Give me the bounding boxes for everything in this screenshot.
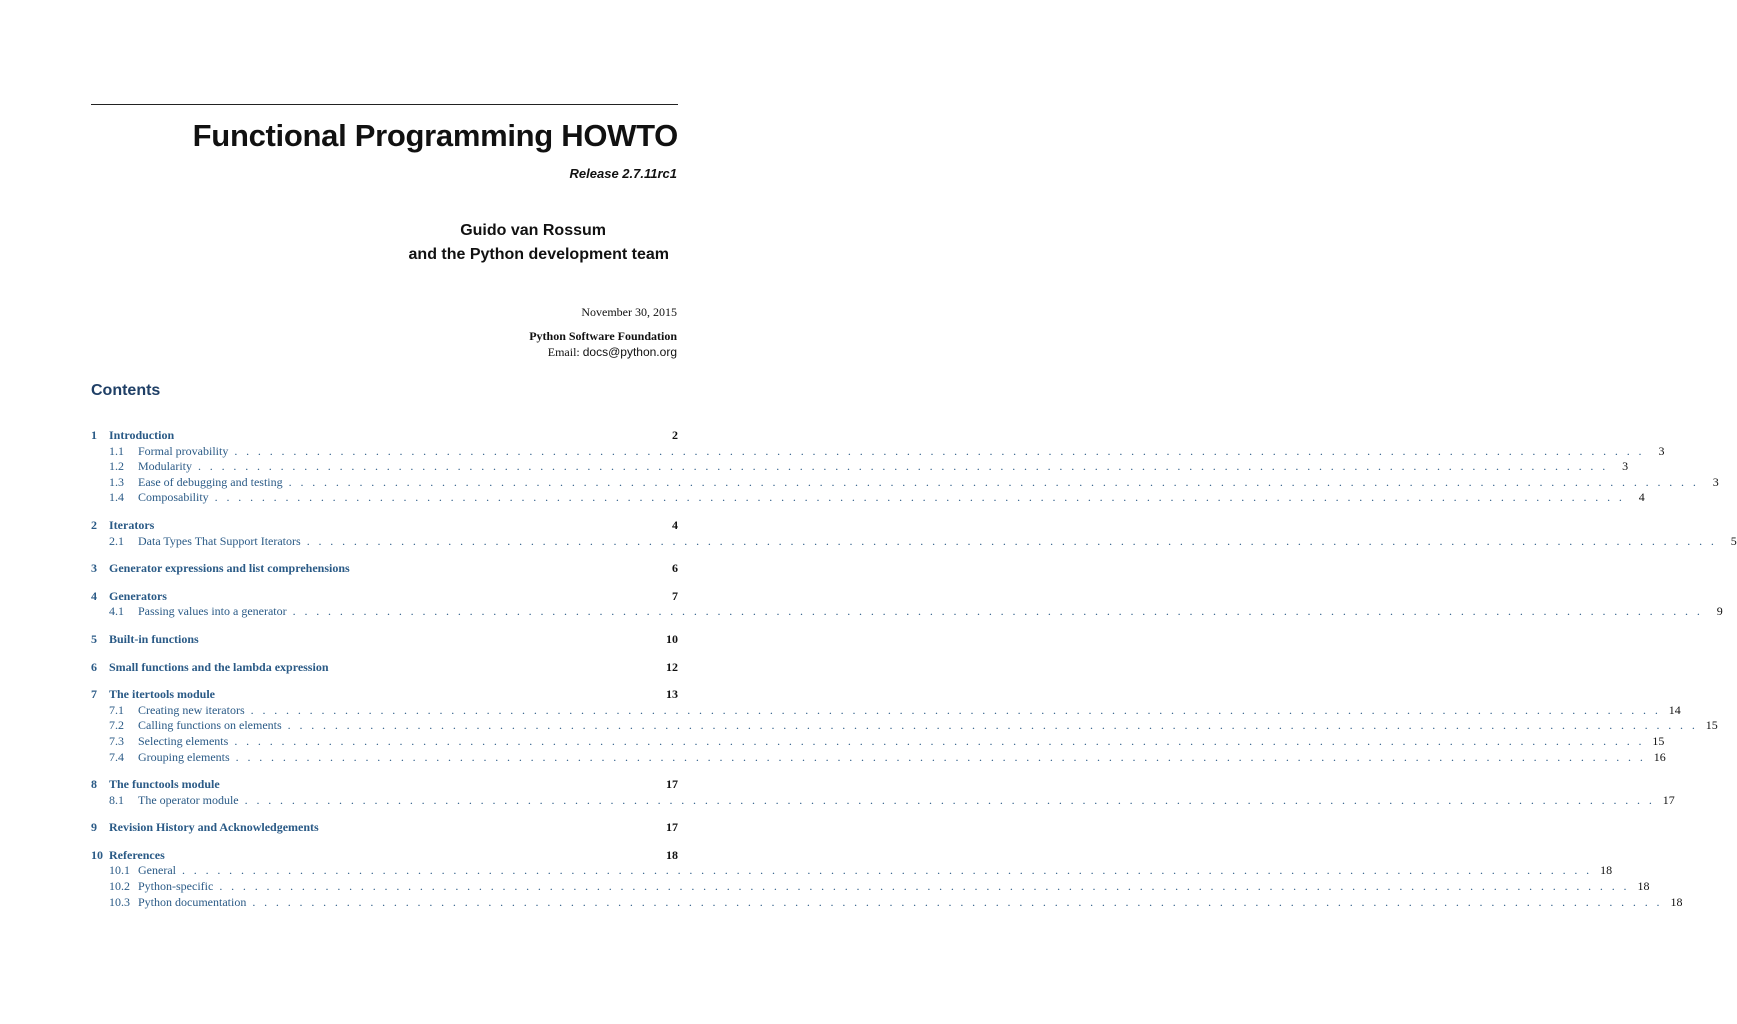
toc-entry-label[interactable]: The itertools module	[109, 687, 215, 702]
toc-entry-page[interactable]: 2	[672, 428, 678, 442]
toc-subentry-page[interactable]: 3	[1658, 443, 1665, 458]
toc-leader-dots: . . . . . . . . . . . . . . . . . . . . . . . . . . . . . . . . . . . . . . . . . . . . . . . . . . . . . . . . . . . . . . . . . . . . . . . . . . . . . . . . . . . . . . . . . . . . . . . . . . . . . . . . . . . . . . . . . . . . . . . .	[244, 792, 1655, 807]
toc-entry-label[interactable]: Iterators	[109, 517, 155, 532]
email-address[interactable]: docs@python.org	[582, 345, 677, 359]
author-line-2: and the Python development team	[408, 246, 669, 263]
toc-entry[interactable]	[91, 660, 678, 676]
toc-subentry-label[interactable]: Creating new iterators	[138, 702, 245, 717]
toc-entry-page[interactable]: 4	[672, 517, 678, 532]
toc-leader-dots: . . . . . . . . . . . . . . . . . . . . . . . . . . . . . . . . . . . . . . . . . . . . . . . . . . . . . . . . . . . . . . . . . . . . . . . . . . . . . . . . . . . . . . . . . . . . . . . . . . . . . . . . . . . . . . . . . . . . . . . .	[292, 604, 1703, 619]
toc-subentry-page[interactable]: 3	[1712, 474, 1719, 489]
toc-entry[interactable]	[91, 777, 678, 793]
toc-entry-page[interactable]: 12	[666, 659, 678, 674]
toc-subentry-page[interactable]: 15	[1705, 718, 1718, 733]
toc-section	[91, 820, 678, 836]
toc-section	[91, 660, 678, 676]
toc-entry-page[interactable]: 17	[666, 820, 678, 835]
toc-subentry-page[interactable]: 17	[1662, 792, 1675, 807]
toc-subentry-page[interactable]: 16	[1653, 749, 1666, 764]
toc-entry-page[interactable]: 6	[672, 561, 678, 576]
toc-subentry-page[interactable]: 18	[1637, 879, 1650, 894]
toc-subentry[interactable]	[91, 792, 1675, 809]
toc-entry-label[interactable]: Introduction	[109, 428, 175, 442]
toc-entry-page[interactable]: 17	[666, 777, 678, 792]
toc-subentry-number: 7.1	[109, 702, 124, 717]
toc-subentry-page[interactable]: 18	[1600, 863, 1613, 878]
toc-subentry-number: 7.2	[109, 718, 124, 733]
toc-subentry-page[interactable]: 3	[1622, 459, 1629, 474]
toc-subentry-label[interactable]: Python documentation	[138, 894, 247, 909]
toc-subentry-page[interactable]: 15	[1652, 733, 1665, 748]
toc-entry-number: 1	[91, 428, 97, 442]
toc-entry-number: 8	[91, 777, 97, 792]
toc-subentry-label[interactable]: Grouping elements	[138, 749, 230, 764]
toc-subentry-number: 4.1	[109, 604, 124, 619]
toc-entry[interactable]	[91, 589, 678, 605]
toc-subentry[interactable]	[91, 474, 1719, 491]
toc-section	[91, 687, 1718, 765]
toc-subentry[interactable]	[91, 879, 1650, 895]
toc-subentry-number: 7.4	[109, 749, 124, 764]
toc-subentry-page[interactable]: 14	[1668, 702, 1681, 717]
toc-entry-label[interactable]: Small functions and the lambda expression	[109, 659, 329, 674]
toc-entry[interactable]	[91, 848, 678, 864]
toc-entry-label[interactable]: Built-in functions	[109, 631, 199, 646]
toc-subentry-label[interactable]: Calling functions on elements	[138, 718, 282, 733]
toc-subentry[interactable]	[91, 749, 1666, 766]
toc-subentry-page[interactable]: 5	[1730, 533, 1737, 548]
contents-heading: Contents	[91, 382, 161, 399]
toc-leader-dots: . . . . . . . . . . . . . . . . . . . . . . . . . . . . . . . . . . . . . . . . . . . . . . . . . . . . . . . . . . . . . . . . . . . . . . . . . . . . . . . . . . . . . . . . . . . . . . . . . . . . . . . . . . . . . . . . . . . . . . . .	[214, 490, 1625, 505]
toc-subentry-label[interactable]: Selecting elements	[138, 733, 229, 748]
toc-subentry-page[interactable]: 18	[1670, 894, 1683, 909]
toc-entry-number: 6	[91, 659, 97, 674]
toc-subentry-number: 2.1	[109, 533, 124, 548]
toc-subentry-page[interactable]: 9	[1716, 604, 1723, 619]
toc-leader-dots: . . . . . . . . . . . . . . . . . . . . . . . . . . . . . . . . . . . . . . . . . . . . . . . . . . . . . . . . . . . . . . . . . . . . . . . . . . . . . . . . . . . . . . . . . . . . . . . . . . . . . . . . . . . . . . . . . . . . . . . .	[288, 474, 1699, 489]
toc-entry[interactable]	[91, 561, 678, 577]
toc-section	[91, 517, 1737, 549]
toc-section	[91, 428, 1719, 506]
toc-subentry-number: 1.2	[109, 459, 124, 474]
toc-section	[91, 777, 1675, 808]
toc-entry-number: 4	[91, 588, 97, 603]
toc-subentry[interactable]	[91, 459, 1629, 475]
toc-subentry-label[interactable]: Modularity	[138, 459, 192, 474]
toc-entry-label[interactable]: References	[109, 847, 165, 862]
toc-entry[interactable]	[91, 820, 678, 836]
toc-subentry[interactable]	[91, 533, 1737, 550]
toc-entry-page[interactable]: 10	[666, 631, 678, 646]
toc-subentry-number: 1.1	[109, 443, 124, 458]
toc-subentry-label[interactable]: The operator module	[138, 792, 239, 807]
toc-entry-number: 9	[91, 820, 97, 835]
toc-subentry[interactable]	[91, 894, 1683, 911]
toc-subentry-label[interactable]: Composability	[138, 490, 209, 505]
toc-subentry[interactable]	[91, 443, 1665, 460]
toc-leader-dots: . . . . . . . . . . . . . . . . . . . . . . . . . . . . . . . . . . . . . . . . . . . . . . . . . . . . . . . . . . . . . . . . . . . . . . . . . . . . . . . . . . . . . . . . . . . . . . . . . . . . . . . . . . . . . . . . . . . . . . . .	[250, 702, 1661, 717]
toc-subentry-label[interactable]: Ease of debugging and testing	[138, 474, 283, 489]
toc-section	[91, 847, 1683, 910]
toc-entry-number: 10	[91, 847, 103, 862]
document-title: Functional Programming HOWTO	[192, 118, 678, 153]
toc-entry-page[interactable]: 18	[666, 847, 678, 862]
toc-entry-label[interactable]: Revision History and Acknowledgements	[109, 820, 319, 835]
toc-subentry[interactable]	[91, 718, 1718, 734]
toc-leader-dots: . . . . . . . . . . . . . . . . . . . . . . . . . . . . . . . . . . . . . . . . . . . . . . . . . . . . . . . . . . . . . . . . . . . . . . . . . . . . . . . . . . . . . . . . . . . . . . . . . . . . . . . . . . . . . . . . . . . . . . . .	[234, 733, 1645, 748]
email-line	[548, 345, 677, 360]
toc-subentry-page[interactable]: 4	[1638, 490, 1645, 505]
toc-subentry-number: 10.1	[109, 863, 130, 878]
toc-entry[interactable]	[91, 632, 678, 648]
toc-subentry-label[interactable]: General	[138, 863, 176, 878]
toc-subentry-number: 1.3	[109, 474, 124, 489]
toc-subentry-label[interactable]: Data Types That Support Iterators	[138, 533, 301, 548]
toc-leader-dots: . . . . . . . . . . . . . . . . . . . . . . . . . . . . . . . . . . . . . . . . . . . . . . . . . . . . . . . . . . . . . . . . . . . . . . . . . . . . . . . . . . . . . . . . . . . . . . . . . . . . . . . . . . . . . . . . . . . . . . . .	[181, 863, 1593, 878]
organization-name: Python Software Foundation	[529, 329, 677, 343]
toc-leader-dots: . . . . . . . . . . . . . . . . . . . . . . . . . . . . . . . . . . . . . . . . . . . . . . . . . . . . . . . . . . . . . . . . . . . . . . . . . . . . . . . . . . . . . . . . . . . . . . . . . . . . . . . . . . . . . . . . . . . . . . . .	[219, 879, 1630, 894]
toc-entry[interactable]	[91, 518, 678, 534]
toc-entry[interactable]	[91, 428, 678, 444]
publication-date: November 30, 2015	[581, 305, 677, 319]
toc-entry-number: 7	[91, 687, 97, 702]
toc-subentry-number: 8.1	[109, 792, 124, 807]
toc-subentry[interactable]	[91, 863, 1613, 879]
toc-subentry[interactable]	[91, 733, 1665, 750]
toc-entry-page[interactable]: 13	[666, 687, 678, 702]
toc-entry-label[interactable]: The functools module	[109, 777, 220, 792]
toc-subentry-number: 10.2	[109, 879, 130, 894]
table-of-contents	[91, 428, 1737, 922]
toc-leader-dots: . . . . . . . . . . . . . . . . . . . . . . . . . . . . . . . . . . . . . . . . . . . . . . . . . . . . . . . . . . . . . . . . . . . . . . . . . . . . . . . . . . . . . . . . . . . . . . . . . . . . . . . . . . . . . . . . . . . . . . . .	[198, 459, 1609, 474]
toc-leader-dots: . . . . . . . . . . . . . . . . . . . . . . . . . . . . . . . . . . . . . . . . . . . . . . . . . . . . . . . . . . . . . . . . . . . . . . . . . . . . . . . . . . . . . . . . . . . . . . . . . . . . . . . . . . . . . . . . . . . . . . . .	[235, 749, 1646, 764]
toc-leader-dots: . . . . . . . . . . . . . . . . . . . . . . . . . . . . . . . . . . . . . . . . . . . . . . . . . . . . . . . . . . . . . . . . . . . . . . . . . . . . . . . . . . . . . . . . . . . . . . . . . . . . . . . . . . . . . . . . . . . . . . . .	[287, 718, 1698, 733]
title-rule	[91, 104, 678, 105]
toc-entry-number: 5	[91, 631, 97, 646]
toc-section	[91, 588, 1723, 620]
toc-entry-label[interactable]: Generator expressions and list comprehensions	[109, 561, 350, 576]
toc-subentry[interactable]	[91, 604, 1723, 620]
toc-entry[interactable]	[91, 687, 678, 703]
toc-entry-label[interactable]: Generators	[109, 588, 167, 603]
toc-subentry-label[interactable]: Python-specific	[138, 879, 214, 894]
toc-subentry-number: 7.3	[109, 733, 124, 748]
email-label: Email:	[547, 345, 580, 359]
toc-entry-page[interactable]: 7	[672, 588, 678, 603]
toc-section	[91, 632, 678, 648]
toc-entry-number: 3	[91, 561, 97, 576]
release-label: Release 2.7.11rc1	[569, 166, 677, 181]
toc-entry-number: 2	[91, 517, 97, 532]
author-line-1: Guido van Rossum	[460, 222, 606, 239]
toc-subentry[interactable]	[91, 490, 1645, 506]
toc-leader-dots: . . . . . . . . . . . . . . . . . . . . . . . . . . . . . . . . . . . . . . . . . . . . . . . . . . . . . . . . . . . . . . . . . . . . . . . . . . . . . . . . . . . . . . . . . . . . . . . . . . . . . . . . . . . . . . . . . . . . . . . .	[306, 533, 1717, 548]
toc-section	[91, 561, 678, 577]
toc-leader-dots: . . . . . . . . . . . . . . . . . . . . . . . . . . . . . . . . . . . . . . . . . . . . . . . . . . . . . . . . . . . . . . . . . . . . . . . . . . . . . . . . . . . . . . . . . . . . . . . . . . . . . . . . . . . . . . . . . . . . . . . .	[234, 443, 1645, 458]
toc-subentry-number: 10.3	[109, 894, 130, 909]
toc-subentry-label[interactable]: Passing values into a generator	[138, 604, 287, 619]
toc-leader-dots: . . . . . . . . . . . . . . . . . . . . . . . . . . . . . . . . . . . . . . . . . . . . . . . . . . . . . . . . . . . . . . . . . . . . . . . . . . . . . . . . . . . . . . . . . . . . . . . . . . . . . . . . . . . . . . . . . . . . . . . .	[252, 894, 1663, 909]
toc-subentry-number: 1.4	[109, 490, 124, 505]
toc-subentry-label[interactable]: Formal provability	[138, 443, 229, 458]
toc-subentry[interactable]	[91, 702, 1681, 719]
